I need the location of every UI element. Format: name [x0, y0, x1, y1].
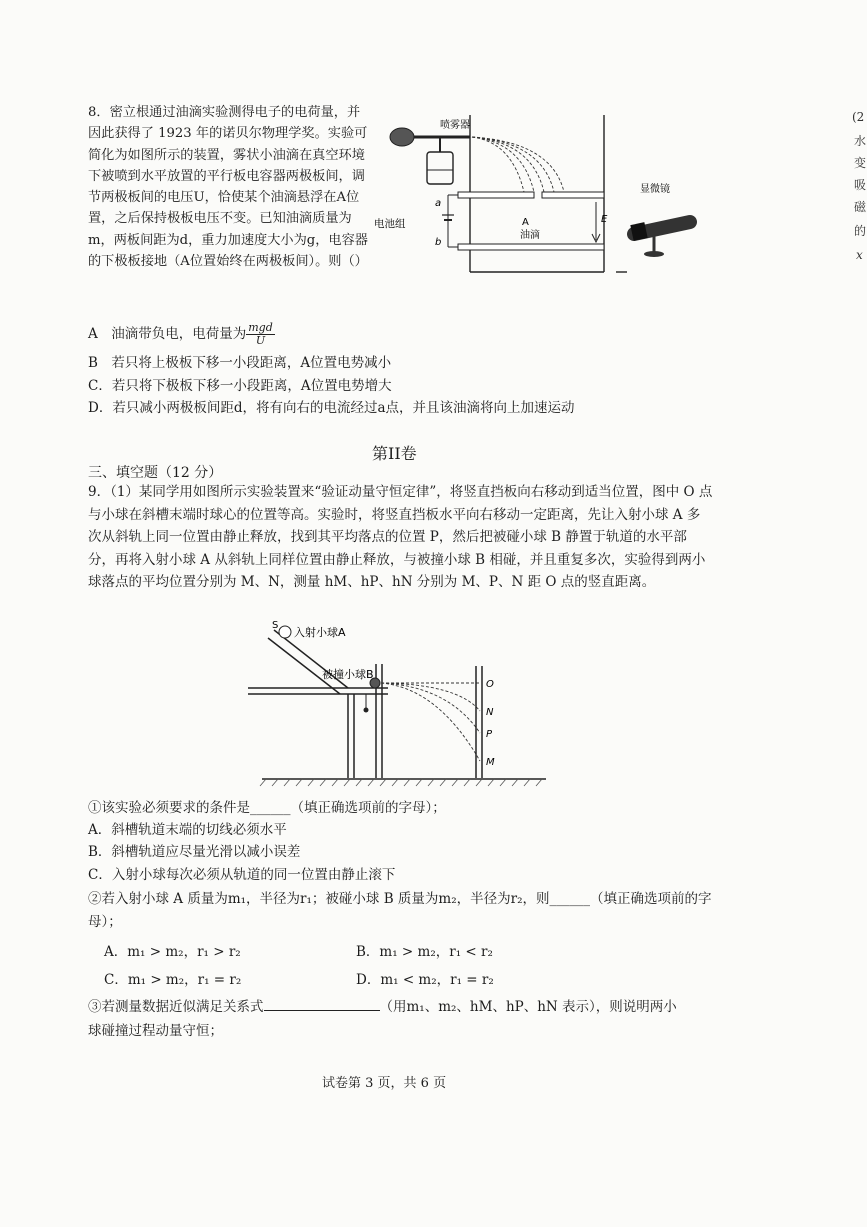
part3-title: 三、填空题（12 分） — [88, 465, 223, 481]
q8-figure — [372, 110, 712, 280]
microscope-icon — [632, 222, 690, 257]
q9-sub2-option-c: C．m₁ > m₂，r₁ = r₂ — [104, 972, 242, 988]
microscope-label: 显微镜 — [640, 184, 670, 195]
point-a-label: a — [435, 198, 442, 209]
point-n-label: N — [486, 707, 494, 718]
point-b-label: b — [435, 237, 442, 248]
q9-sub3-end: 球碰撞过程动量守恒； — [88, 1023, 223, 1039]
q8-option-d: D．若只减小两极板间距d，将有向右的电流经过a点，并且该油滴将向上加速运动 — [88, 400, 575, 416]
ball-b-label: 被撞小球B — [322, 668, 374, 681]
q8-stem: 8．密立根通过油滴实验测得电子的电荷量，并因此获得了 1923 年的诺贝尔物理学奖。实验可简化为如图所示的装置，雾状小油滴在真空环境下被喷到水平放置的平行板电容器两极板间，调节两极板间的电压U，恰使某个油滴悬浮在A位置，之后保持极板电压不变。已知油滴质量为m，两板间距为d，重力加速度大小为g，电容器的下极板接地（A位置始终在两极板间）。则（） — [88, 105, 368, 270]
q9-sub2-option-a: A．m₁ > m₂，r₁ > r₂ — [104, 944, 241, 960]
label-s: S — [272, 620, 279, 631]
edge-text-3: 变 — [854, 156, 867, 170]
sprayer-icon — [390, 128, 470, 184]
page-footer: 试卷第 3 页，共 6 页 — [322, 1076, 447, 1091]
q9-sub1-option-a: A．斜槽轨道末端的切线必须水平 — [88, 822, 287, 838]
q9-sub2: ②若入射小球 A 质量为m₁，半径为r₁；被碰小球 B 质量为m₂，半径为r₂，则______（填正确选项前的字母）； — [88, 891, 712, 930]
edge-text-1: (2 — [852, 110, 865, 124]
oil-drop-label: 油滴 — [520, 230, 540, 241]
q9-sub2-option-d: D．m₁ < m₂，r₁ = r₂ — [356, 972, 494, 988]
ball-a-label: 入射小球A — [294, 626, 346, 639]
q9-intro: 9．（1）某同学用如图所示实验装置来“验证动量守恒定律”，将竖直挡板向右移动到适当位置，图中 O 点与小球在斜槽末端时球心的位置等高。实验时，将竖直挡板水平向右移动一定距离，先让入射小球 A 多次从斜轨上同一位置由静止释放，找到其平均落点的位置 P，然后把被碰小球 B 静置于轨道的水平部分，再将入射小球 A 从斜轨上同样位置由静止释放，与被撞小球 B 相碰，并且重复多次，实验得到两小球落点的平均位置分别为 M、N，测量 hM、hP、hN 分别为 M、P、N 距 O 点的竖直距离。 — [88, 484, 713, 590]
point-o-label: O — [486, 679, 494, 690]
q9-sub3: ③若测量数据近似满足关系式 （用m₁、m₂、hM、hP、hN 表示），则说明两小 — [88, 999, 677, 1015]
q8-option-c: C．若只将下极板下移一小段距离，A位置电势增大 — [88, 378, 392, 394]
battery-label: 电池组 — [374, 218, 406, 230]
section-title: 第II卷 — [372, 444, 417, 463]
edge-text-7: x — [856, 248, 863, 262]
q9-sub1-option-b: B．斜槽轨道应尽量光滑以减小误差 — [88, 844, 301, 860]
edge-text-4: 吸 — [854, 178, 867, 192]
ball-a-icon — [279, 626, 291, 638]
sprayer-label: 喷雾器 — [440, 120, 470, 131]
edge-text-2: 水 — [854, 134, 867, 148]
point-p-label: P — [486, 729, 493, 740]
edge-text-6: 的 — [854, 224, 867, 238]
q9-figure — [248, 616, 548, 794]
q8-option-b: B 若只将上极板下移一小段距离，A位置电势减小 — [88, 355, 392, 371]
edge-text-5: 磁 — [854, 200, 867, 214]
field-label: E — [601, 214, 608, 225]
q9-sub1: ①该实验必须要求的条件是______（填正确选项前的字母）； — [88, 800, 446, 816]
point-A-label: A — [522, 217, 529, 228]
q9-sub2-option-b: B．m₁ > m₂，r₁ < r₂ — [356, 944, 493, 960]
point-m-label: M — [486, 757, 495, 768]
q8-option-a: A 油滴带负电，电荷量为 $\frac{\text{mgd}}{U}$ — [88, 321, 273, 347]
q9-sub1-option-c: C．入射小球每次必须从轨道的同一位置由静止滚下 — [88, 867, 396, 883]
